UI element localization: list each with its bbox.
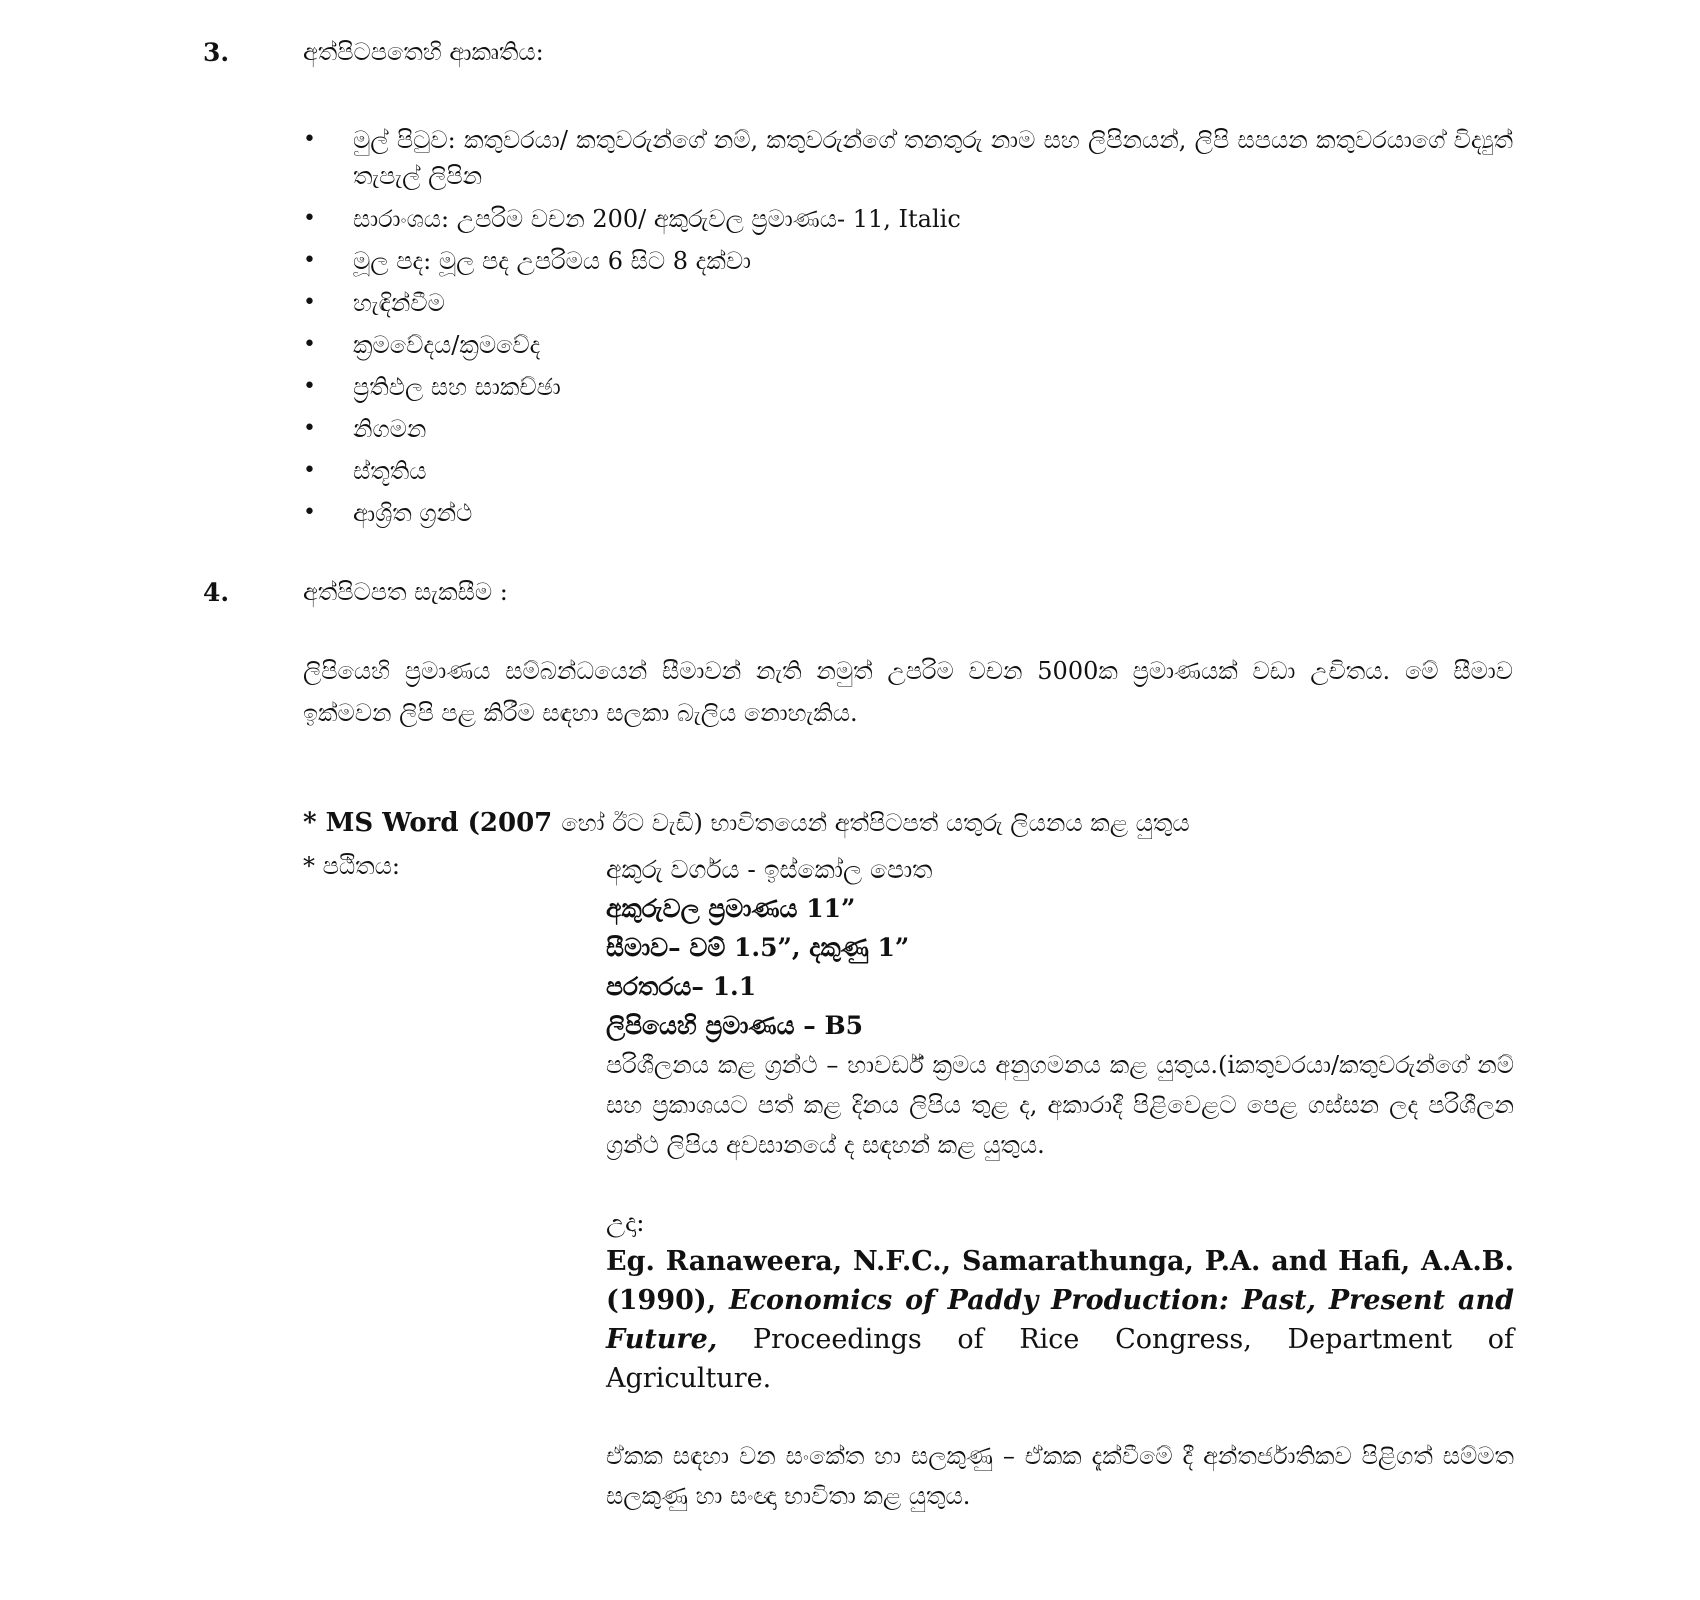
spec-font-size: අකුරුවල ප්‍රමාණය 11” xyxy=(606,894,856,923)
bullet-icon: • xyxy=(303,248,316,273)
bullet-icon: • xyxy=(303,374,316,399)
format-list xyxy=(303,122,1513,536)
section-3-title: අත්පිටපතෙහි ආකෘතිය: xyxy=(303,38,544,66)
spec-spacing: පරතරය– 1.1 xyxy=(606,972,757,1001)
list-item: • සාරාංශය: උපරිම වචන 200/ අකුරුවල ප්‍රමාණය- 11, Italic xyxy=(303,200,1513,238)
length-paragraph: ලිපියෙහි ප්‍රමාණය සම්බන්ධයෙන් සීමාවන් නැති නමුත් උපරිම වචන 5000ක ප්‍රමාණයක් වඩා උචිතය. මේ සීමාව ඉක්මවන ලිපි පළ කිරීම සඳහා සලකා බැලිය නොහැකිය. xyxy=(303,657,1513,727)
spec-paper-size: ලිපියෙහි ප්‍රමාණය – B5 xyxy=(606,1011,863,1040)
spec-font-type: අකුරු වර්ගය - ඉස්කෝල පොත xyxy=(606,855,933,884)
standard-label: * පඨිතය: xyxy=(303,852,400,880)
bullet-icon: • xyxy=(303,332,316,357)
references-note: පරිශීලනය කළ ග්‍රන්ථ – හාවර්ඩ් ක්‍රමය අනුගමනය කළ යුතුය.(iකතුවරයා/කතුවරුන්ගේ නම් සහ ප්‍රකාශයට පත් කළ දිනය ලිපිය තුළ ද, අකාරාදී පිළිවෙළට පෙළ ගස්සන ලද පරිශීලන ග්‍රන්ථ ලිපිය අවසානයේ ද සඳහන් කළ යුතුය. xyxy=(606,1051,1514,1159)
list-item: • ස්තූතිය xyxy=(303,452,1513,490)
bullet-icon: • xyxy=(303,206,316,231)
section-4-title: අත්පිටපත සැකසීම : xyxy=(303,578,508,606)
units-note: ඒකක සඳහා වන සංකේත හා සලකුණු – ඒකක දැක්වීමේ දී අන්තර්ජාතිකව පිළිගත් සම්මත සලකුණු හා සංඥා භාවිතා කළ යුතුය. xyxy=(606,1442,1514,1510)
section-4-number: 4. xyxy=(203,578,230,607)
list-item: • මූල පද: මූල පද උපරිමය 6 සිට 8 දක්වා xyxy=(303,242,1513,280)
bullet-icon: • xyxy=(303,290,316,315)
bullet-icon: • xyxy=(303,500,316,525)
list-item: • හැඳින්වීම xyxy=(303,284,1513,322)
standard-specs xyxy=(606,850,1514,1516)
example-label: උදා: xyxy=(606,1208,645,1237)
list-item: • ආශ්‍රිත ග්‍රන්ථ xyxy=(303,494,1513,532)
bullet-icon: • xyxy=(303,127,316,152)
list-item: • ප්‍රතිඵල සහ සාකච්ඡා xyxy=(303,368,1513,406)
section-3-number: 3. xyxy=(203,38,230,67)
bullet-icon: • xyxy=(303,416,316,441)
bullet-icon: • xyxy=(303,458,316,483)
list-item: • ක්‍රමවේදය/ක්‍රමවේද xyxy=(303,326,1513,364)
format-note: * MS Word (2007 හෝ ඊට වැඩි) භාවිතයෙන් අත්පිටපත් යතුරු ලියනය කළ යුතුය xyxy=(303,808,1190,838)
list-item: • මුල් පිටුව: කතුවරයා/ කතුවරුන්ගේ නම්, කතුවරුන්ගේ තනතුරු නාම සහ ලිපිනයන්, ලිපි සපයන කතුවරයාගේ විද්‍යුත් තැපැල් ලිපින xyxy=(303,122,1513,194)
spec-margins: සීමාව– වම් 1.5”, දකුණු 1” xyxy=(606,933,910,962)
list-item: • නිගමන xyxy=(303,410,1513,448)
example-reference: Eg. Ranaweera, N.F.C., Samarathunga, P.A. and Hafi, A.A.B. (1990), Economics of Paddy Production: Past, Present and Future, Proceedings of Rice Congress, Department of Agriculture. xyxy=(606,1246,1514,1394)
